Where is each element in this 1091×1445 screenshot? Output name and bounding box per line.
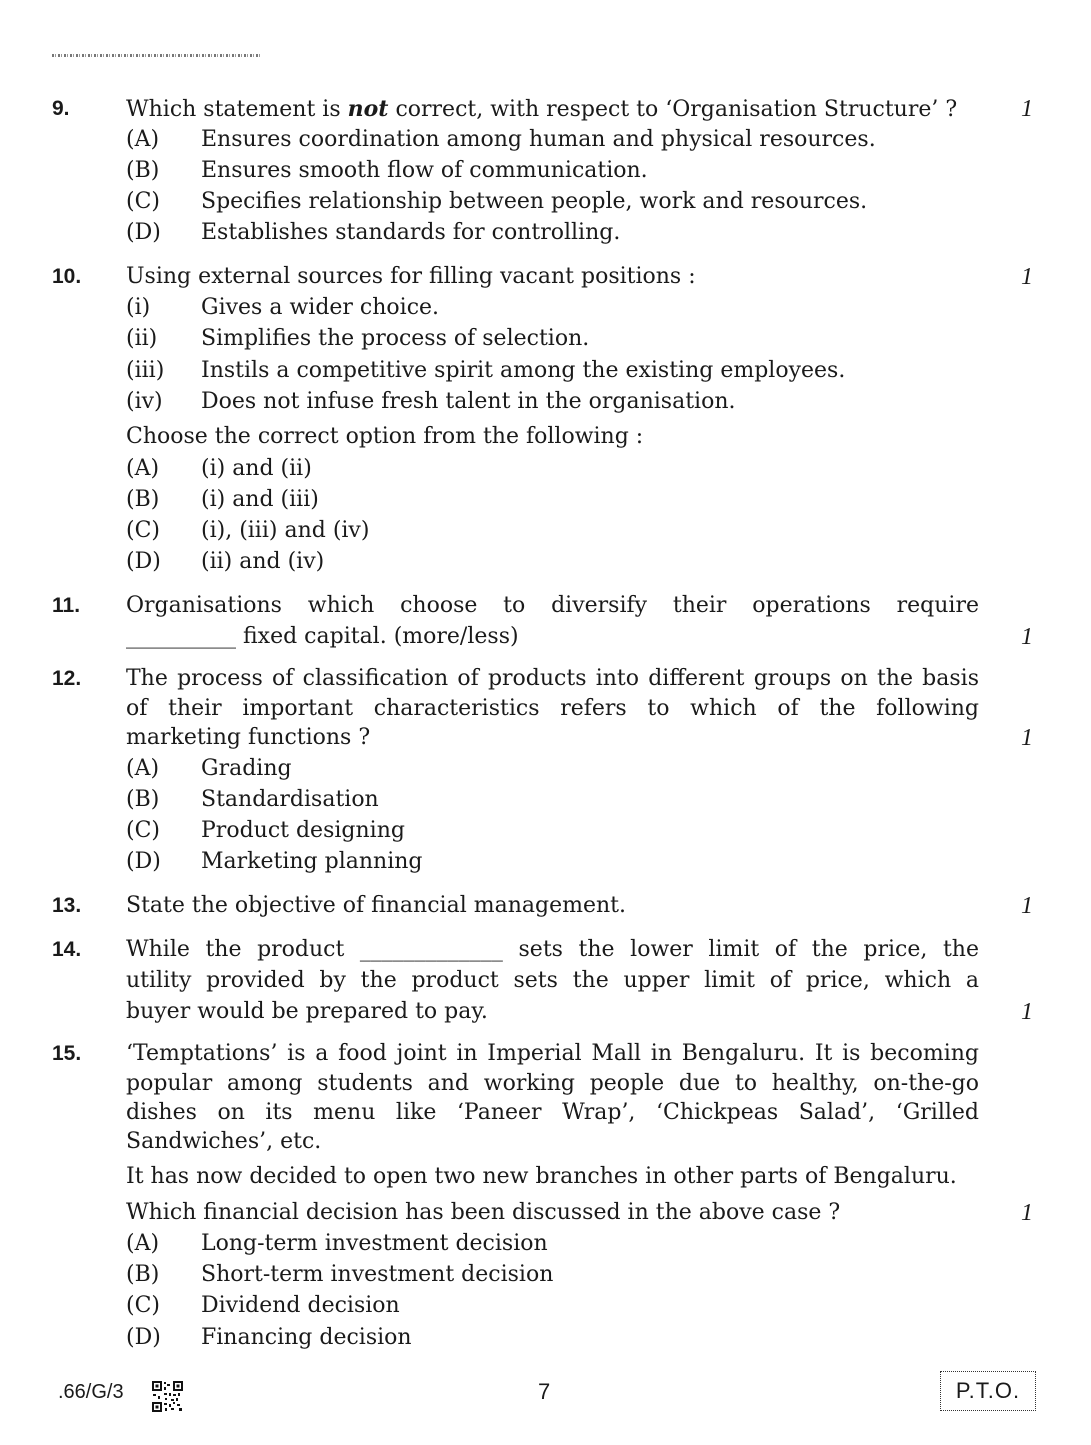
microtext-strip bbox=[52, 54, 260, 57]
question-line: marketing functions ? bbox=[126, 725, 371, 750]
question-line: of their important characteristics refers to which of the following bbox=[126, 696, 979, 721]
marks: 1 bbox=[1021, 725, 1033, 751]
question-line: It has now decided to open two new branches in other parts of Bengaluru. bbox=[126, 1164, 957, 1189]
marks: 1 bbox=[1021, 264, 1033, 290]
paper-code: .66/G/3 bbox=[58, 1381, 124, 1403]
choose-prompt: Choose the correct option from the following : bbox=[126, 424, 644, 449]
question-line: While the product _____________ sets the lower limit of the price, the bbox=[126, 937, 979, 962]
marks: 1 bbox=[1021, 96, 1033, 122]
question-number: 10. bbox=[52, 265, 82, 288]
pto-label: P.T.O. bbox=[955, 1378, 1021, 1403]
emphasis-not: not bbox=[347, 96, 389, 122]
question-line: The process of classification of products into different groups on the basis bbox=[126, 666, 979, 691]
question-line: popular among students and working people due to healthy, on-the-go bbox=[126, 1071, 979, 1096]
marks: 1 bbox=[1021, 624, 1033, 650]
marks: 1 bbox=[1021, 1200, 1033, 1226]
exam-page: 9. Which statement is not correct, with respect to ‘Organisation Structure’ ? 1 (A) Ensures coordination among human and physical resources. (B) Ensures smooth flow of communication. (C) Specifies relationship between people, work and resources. (D) Establishes standards for controlling. 10. Using external sources for filling vacant positions : 1 (i) Gives a wider choice. (ii) Simplifies the process of selection. (iii) Instils a competitive spirit among the existing employees. (iv) Does not infuse fresh talent in the organisation. Choose the correct option from the following : (A) (i) and (ii) (B) (i) and (iii) (C) (i), (iii) and (iv) (D) (ii) and (iv) 11. Organisations which choose to diversify their operations require __________ fixed capital. (more/less) 1 12. The process of classification of products into different groups on the basis of their important characteristics refers to which of the following marketing functions ? 1 (A) Grading (B) Standardisation (C) Product designing (D) Marketing planning 13. State the objective of financial management. 1 14. While the product _____________ sets the lower limit of the price, the utility provided by the product sets the upper limit of price, which a buyer would be prepared to pay. 1 15. ‘Temptations’ is a food joint in Imperial Mall in Bengaluru. It is becoming popular among students and working people due to healthy, on-the-go dishes on its menu like ‘Paneer Wrap’, ‘Chickpeas Salad’, ‘Grilled Sandwiches’, etc. It has now decided to open two new branches in other parts of Bengaluru. Which financial decision has been discussed in the above case ? 1 (A) Long-term investment decision (B) Short-term investment decision (C) Dividend decision (D) Financing decision .66/G/3 7 P.T.O. bbox=[0, 0, 1091, 1445]
question-stem: Using external sources for filling vacant positions : bbox=[126, 264, 696, 289]
question-line: buyer would be prepared to pay. bbox=[126, 999, 488, 1024]
question-line: ‘Temptations’ is a food joint in Imperial Mall in Bengaluru. It is becoming bbox=[126, 1041, 979, 1066]
question-line: utility provided by the product sets the upper limit of price, which a bbox=[126, 968, 979, 993]
marks: 1 bbox=[1021, 999, 1033, 1025]
question-number: 15. bbox=[52, 1042, 82, 1065]
qr-code-icon bbox=[151, 1380, 184, 1413]
question-line: Which financial decision has been discussed in the above case ? bbox=[126, 1200, 841, 1225]
question-number: 14. bbox=[52, 938, 82, 961]
pto-box bbox=[940, 1371, 1036, 1411]
question-number: 9. bbox=[52, 97, 70, 120]
question-number: 13. bbox=[52, 894, 82, 917]
question-line: Sandwiches’, etc. bbox=[126, 1129, 322, 1154]
question-stem: Which statement is not correct, with respect to ‘Organisation Structure’ ? bbox=[126, 96, 958, 122]
question-line: Organisations which choose to diversify their operations require bbox=[126, 593, 979, 618]
question-number: 12. bbox=[52, 667, 82, 690]
page-number: 7 bbox=[538, 1379, 551, 1404]
question-stem: State the objective of financial management. bbox=[126, 893, 626, 918]
question-number: 11. bbox=[52, 594, 81, 617]
question-line: dishes on its menu like ‘Paneer Wrap’, ‘Chickpeas Salad’, ‘Grilled bbox=[126, 1100, 979, 1125]
question-line: __________ fixed capital. (more/less) bbox=[126, 624, 519, 649]
marks: 1 bbox=[1021, 893, 1033, 919]
